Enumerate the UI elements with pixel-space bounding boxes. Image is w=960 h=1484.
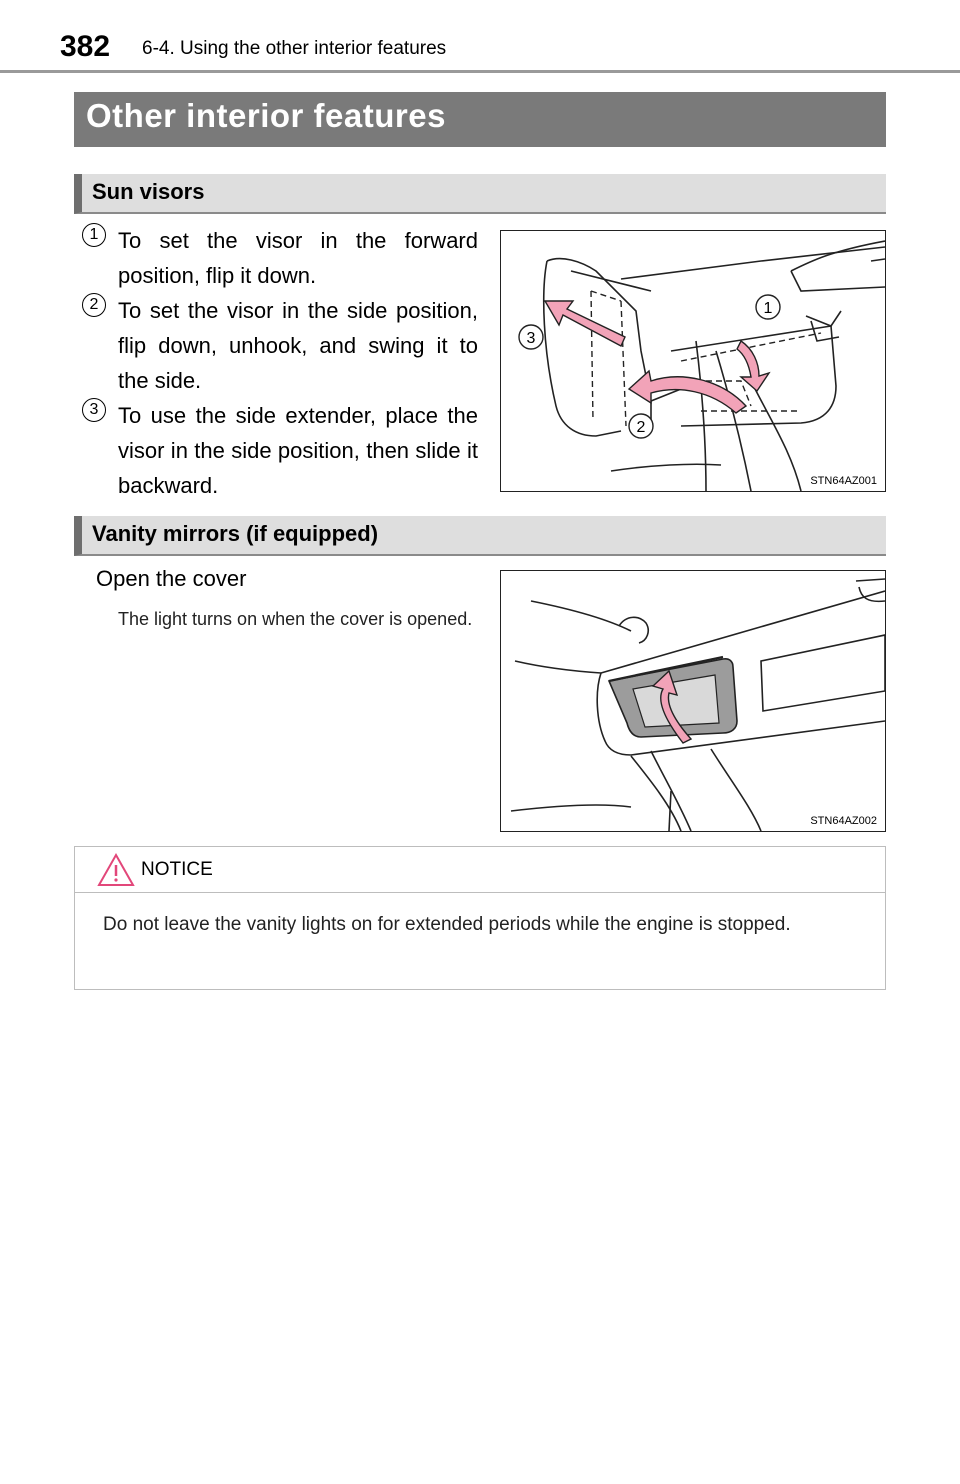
vanity-mirror-figure — [500, 570, 886, 832]
section-heading-sun-visors: Sun visors — [74, 174, 886, 214]
step-text-1: To set the visor in the forward position, flip it down. — [118, 228, 478, 288]
svg-text:3: 3 — [526, 330, 536, 347]
vanity-mirror-illustration — [501, 571, 885, 831]
flip-down-arrow — [737, 341, 769, 391]
svg-text:1: 1 — [763, 300, 773, 317]
step-text-2: To set the visor in the side position, flip down, unhook, and swing it to the side. — [118, 298, 478, 393]
vanity-lead-text: Open the cover — [96, 566, 247, 591]
chapter-title: 6-4. Using the other interior features — [142, 38, 447, 59]
notice-label: NOTICE — [141, 859, 213, 880]
slide-back-arrow — [545, 301, 625, 346]
step-number-1: 1 — [82, 223, 106, 247]
step-2 — [82, 293, 478, 398]
step-text-3: To use the side extender, place the visor in the side position, then slide it backward. — [118, 403, 478, 498]
step-1 — [82, 223, 478, 293]
section-heading-vanity-mirrors: Vanity mirrors (if equipped) — [74, 516, 886, 556]
notice-text: Do not leave the vanity lights on for extended periods while the engine is stopped. — [103, 914, 791, 935]
callout-3 — [519, 325, 543, 349]
warning-triangle-icon — [97, 852, 135, 888]
step-number-3: 3 — [82, 398, 106, 422]
notice-box — [74, 846, 886, 990]
sun-visor-figure — [500, 230, 886, 492]
callout-2 — [629, 414, 653, 438]
step-number-2: 2 — [82, 293, 106, 317]
vanity-note-text: The light turns on when the cover is opened. — [118, 609, 473, 629]
sun-visor-illustration — [501, 231, 885, 491]
notice-header — [75, 847, 885, 893]
figure-code-2: STN64AZ002 — [810, 815, 877, 827]
svg-text:2: 2 — [636, 419, 646, 436]
swing-side-arrow — [629, 371, 746, 413]
figure-code-1: STN64AZ001 — [810, 475, 877, 487]
header-rule — [0, 70, 960, 73]
step-3 — [82, 398, 478, 503]
main-heading: Other interior features — [74, 92, 886, 147]
callout-1 — [756, 295, 780, 319]
page-number: 382 — [60, 30, 111, 63]
